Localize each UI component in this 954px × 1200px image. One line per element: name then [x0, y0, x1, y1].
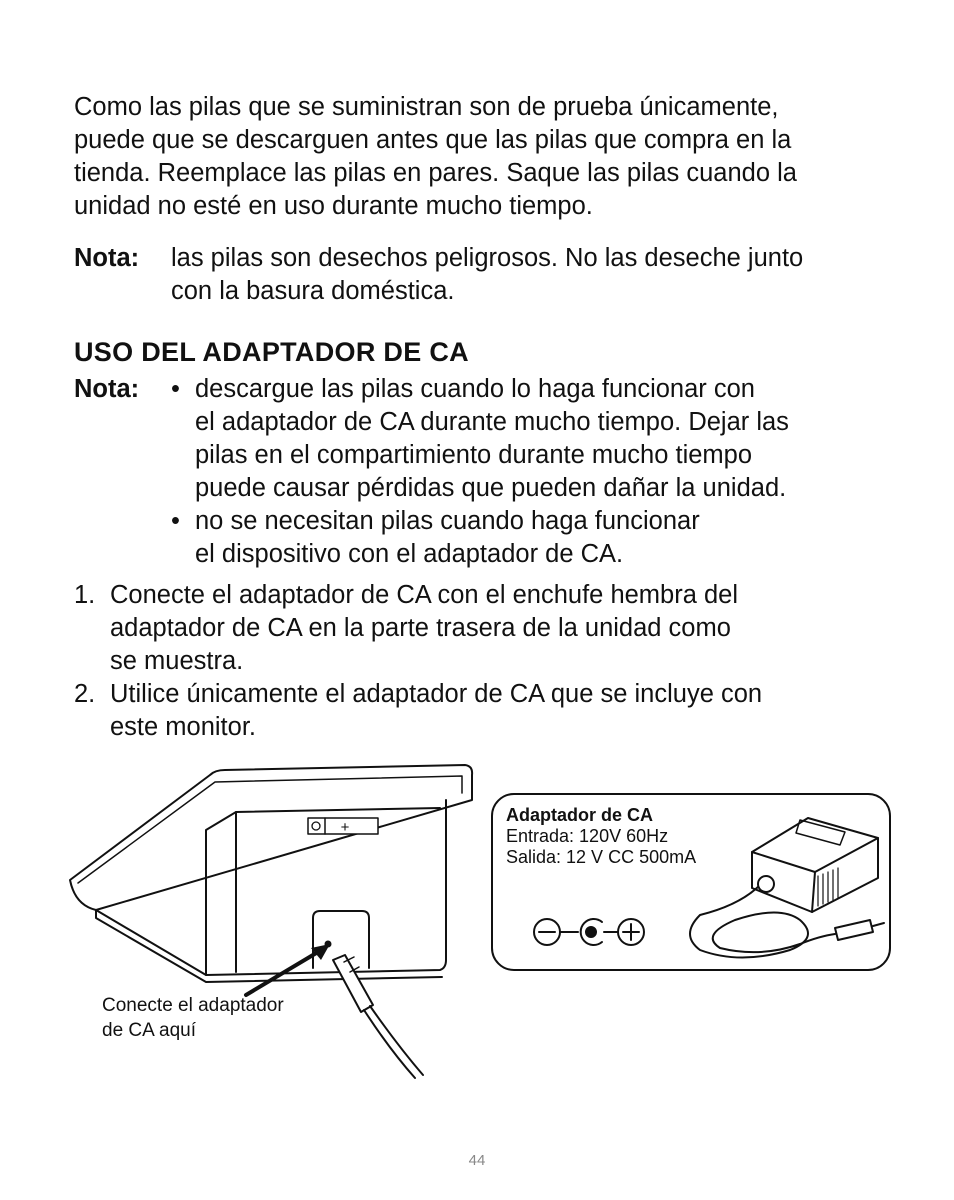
section-heading: USO DEL ADAPTADOR DE CA [74, 337, 469, 367]
monitor-unit [70, 765, 472, 982]
power-plug [333, 955, 423, 1078]
bullet-dot: • [171, 375, 180, 403]
adapter-input: Entrada: 120V 60Hz [506, 826, 669, 846]
note-line: las pilas son desechos peligrosos. No las deseche junto [171, 244, 804, 272]
step-line: se muestra. [110, 647, 244, 675]
plug-caption [102, 993, 284, 1043]
step-line: este monitor. [110, 713, 256, 741]
page-number: 44 [468, 1152, 486, 1169]
bullet-line: no se necesitan pilas cuando haga funcionar [195, 507, 700, 535]
intro-line: unidad no esté en uso durante mucho tiempo. [74, 192, 593, 220]
bullet-line: descargue las pilas cuando lo haga funcionar con [195, 375, 755, 403]
bullet-line: el dispositivo con el adaptador de CA. [195, 540, 624, 568]
step-line: Utilice únicamente el adaptador de CA que se incluye con [110, 680, 763, 708]
intro-line: puede que se descarguen antes que las pilas que compra en la [74, 126, 792, 154]
bullet-dot: • [171, 507, 180, 535]
adapter-output: Salida: 12 V CC 500mA [506, 847, 697, 867]
adapter-title: Adaptador de CA [506, 805, 654, 825]
step-line: Conecte el adaptador de CA con el enchufe hembra del [110, 581, 739, 609]
step-number: 1. [74, 581, 96, 609]
intro-line: tienda. Reemplace las pilas en pares. Saque las pilas cuando la [74, 159, 797, 187]
panel-plus-symbol: + [340, 819, 350, 836]
caption-line: Conecte el adaptador [102, 995, 284, 1016]
note-label: Nota: [74, 244, 140, 272]
caption-line: de CA aquí [102, 1020, 197, 1041]
intro-line: Como las pilas que se suministran son de prueba únicamente, [74, 93, 779, 121]
step-number: 2. [74, 680, 96, 708]
bullet-line: el adaptador de CA durante mucho tiempo. Dejar las [195, 408, 789, 436]
note-line: con la basura doméstica. [171, 277, 455, 305]
adapter-specs [506, 805, 696, 868]
step-line: adaptador de CA en la parte trasera de la unidad como [110, 614, 731, 642]
note-label: Nota: [74, 375, 140, 403]
bullet-line: puede causar pérdidas que pueden dañar la unidad. [195, 474, 787, 502]
bullet-line: pilas en el compartimiento durante mucho tiempo [195, 441, 753, 469]
